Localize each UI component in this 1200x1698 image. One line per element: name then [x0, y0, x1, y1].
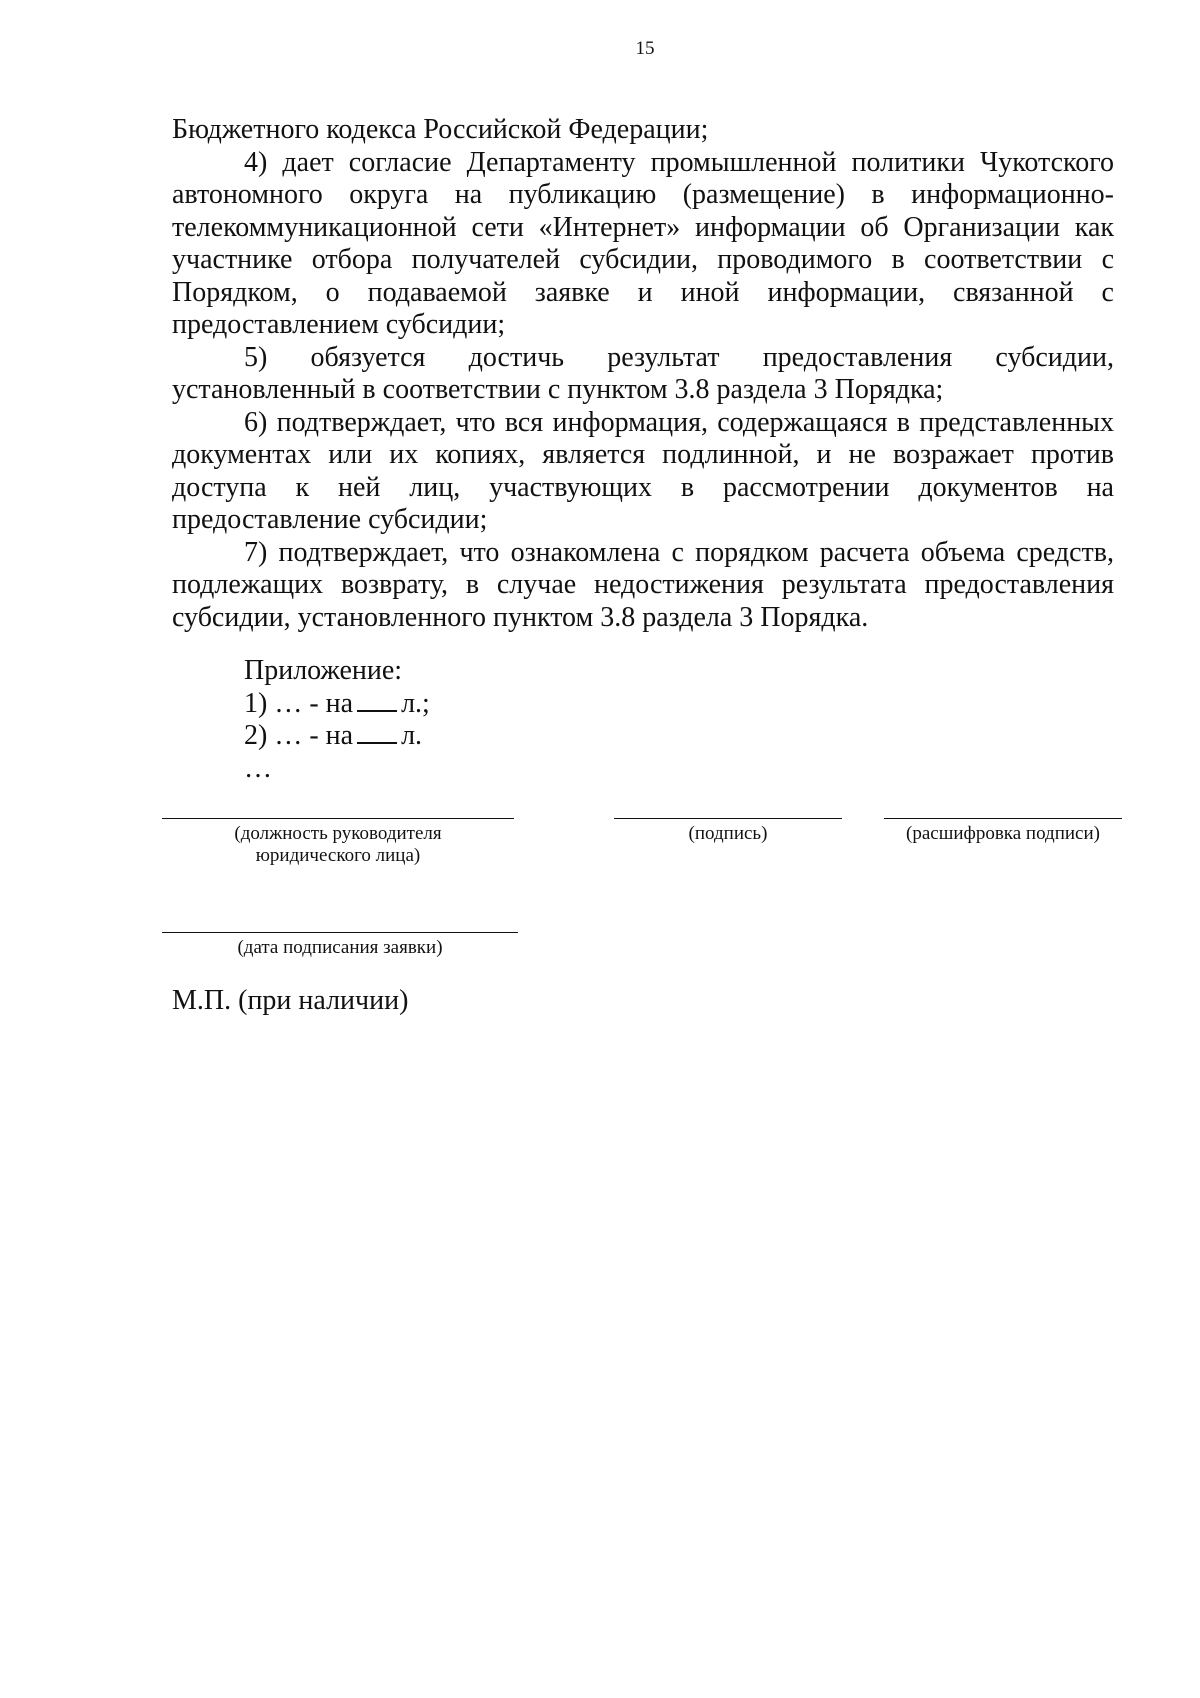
stamp-note: М.П. (при наличии)	[172, 985, 409, 1016]
appendix-list	[244, 655, 430, 785]
paragraph-item-5: 5) обязуется достичь результат предоставления субсидии, установленный в соответствии с пунктом 3.8 раздела 3 Порядка;	[172, 341, 1114, 405]
signature-line	[614, 818, 842, 819]
appendix-item	[244, 720, 430, 753]
page-count-blank	[357, 720, 397, 744]
appendix-item-suffix: л.;	[401, 687, 430, 719]
signature-line	[162, 818, 514, 819]
paragraph-item-4: 4) дает согласие Департаменту промышленной политики Чукотского автономного округа на публикацию (размещение) в информационно-телекоммуникационной сети «Интернет» информации об Организации как участнике отбора получателей субсидии, проводимого в соответствии с Порядком, о подаваемой заявке и иной информации, связанной с предоставлением субсидии;	[172, 146, 1114, 340]
position-signature-field	[162, 818, 514, 867]
signature-line	[884, 818, 1122, 819]
appendix-item-suffix: л.	[401, 720, 423, 751]
signature-field	[614, 818, 842, 845]
date-field	[162, 932, 518, 959]
paragraph-item-6: 6) подтверждает, что вся информация, содержащаяся в представленных документах или их копиях, является подлинной, и не возражает против доступа к ней лиц, участвующих в рассмотрении документов на предоставление субсидии;	[172, 406, 1114, 535]
appendix-item-prefix: 1) … - на	[244, 687, 354, 719]
date-caption: (дата подписания заявки)	[237, 937, 443, 958]
paragraph-item-7: 7) подтверждает, что ознакомлена с порядком расчета объема средств, подлежащих возврату, в случае недостижения результата предоставления субсидии, установленного пунктом 3.8 раздела 3 Порядка.	[172, 536, 1114, 633]
page-count-blank	[357, 688, 397, 712]
signature-decoding-field	[884, 818, 1122, 845]
page-number: 15	[635, 38, 655, 59]
appendix-item	[244, 688, 430, 721]
date-line	[162, 932, 518, 933]
paragraph-continuation: Бюджетного кодекса Российской Федерации;	[172, 114, 709, 145]
decoding-caption: (расшифровка подписи)	[906, 823, 1100, 844]
appendix-ellipsis: …	[244, 752, 272, 784]
document-body	[172, 114, 1114, 634]
position-caption: (должность руководителя юридического лица)	[234, 823, 442, 866]
appendix-item-prefix: 2) … - на	[244, 720, 354, 751]
appendix-title: Приложение:	[244, 655, 403, 686]
signature-caption: (подпись)	[688, 823, 768, 844]
